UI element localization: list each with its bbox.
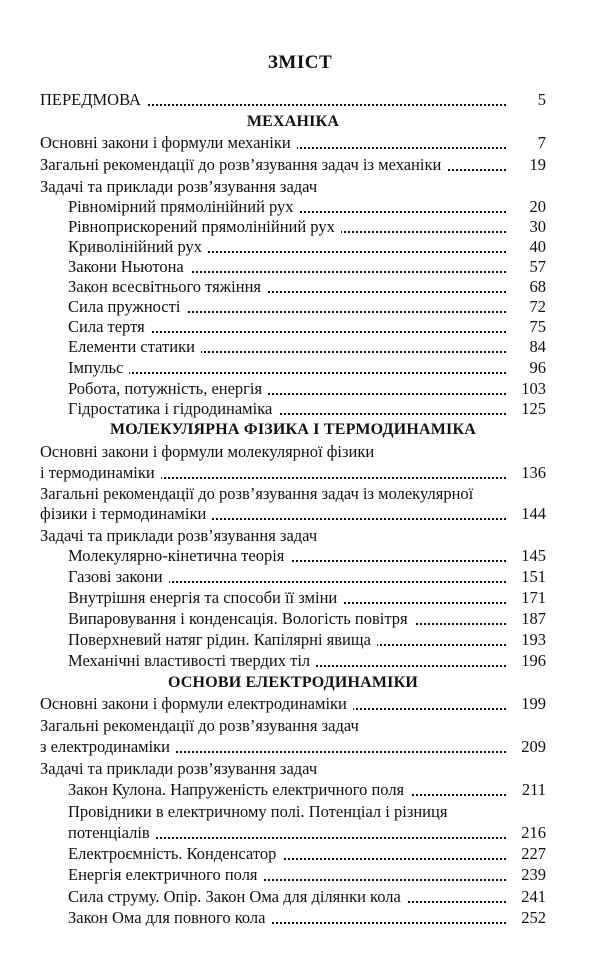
toc-entry-page: 125: [517, 398, 546, 420]
toc-entry-page: 171: [517, 587, 546, 609]
toc-entry-text: Криволінійний рух: [68, 237, 208, 256]
toc-entry-text: Рівноприскорений прямолінійний рух: [68, 217, 341, 236]
toc-entry-page: 72: [526, 296, 547, 318]
toc-entry-page: 7: [534, 132, 546, 154]
toc-entry-page: 227: [517, 843, 546, 865]
toc-entry: [68, 296, 546, 318]
toc-entry: [68, 608, 546, 630]
toc-entry: [40, 89, 546, 111]
toc-entry: [68, 216, 546, 238]
toc-entry: [68, 629, 546, 651]
toc-entry-text: Загальні рекомендації до розв’язування задач із механіки: [40, 155, 447, 174]
toc-entry: [40, 154, 546, 176]
toc-entry-text: Закон всесвітнього тяжіння: [68, 277, 267, 296]
toc-entry: [68, 587, 546, 609]
toc-entry-page: 187: [517, 608, 546, 630]
toc-entry-text: Випаровування і конденсація. Вологість повітря: [68, 609, 414, 628]
toc-entry-page: 144: [517, 503, 546, 525]
toc-entry-text: Сила струму. Опір. Закон Ома для ділянки кола: [68, 887, 407, 906]
toc-entry: [40, 441, 546, 463]
toc-entry: [40, 736, 546, 758]
toc-entry: [68, 650, 546, 672]
toc-entry-text: Поверхневий натяг рідин. Капілярні явища: [68, 630, 377, 649]
toc-entry-text: Елементи статики: [68, 337, 201, 356]
toc-entry: [40, 462, 546, 484]
toc-entry-text: Закон Кулона. Напруженість електричного поля: [68, 780, 410, 799]
toc-entry-text: Загальні рекомендації до розв’язування задач із молекулярної: [40, 484, 479, 503]
toc-entry: [40, 132, 546, 154]
section-heading: МОЛЕКУЛЯРНА ФІЗИКА І ТЕРМОДИНАМІКА: [109, 421, 477, 438]
toc-entry-page: 209: [517, 736, 546, 758]
toc-entry: [68, 357, 546, 379]
toc-entry: [40, 503, 546, 525]
toc-entry-text: Електроємність. Конденсатор: [68, 844, 282, 863]
toc-entry: [68, 236, 546, 258]
toc-entry-text: фізики і термодинаміки: [40, 504, 212, 523]
toc-entry-page: 241: [517, 886, 546, 908]
toc-entry-text: Основні закони і формули молекулярної фізики: [40, 442, 380, 461]
page-title: ЗМІСТ: [267, 52, 333, 73]
toc-entry-text: Задачі та приклади розв’язування задач: [40, 759, 323, 778]
toc-entry-text: Основні закони і формули електродинаміки: [40, 694, 353, 713]
toc-entry-page: 216: [517, 822, 546, 844]
section-heading: МЕХАНІКА: [246, 113, 340, 130]
dot-leader: [68, 372, 506, 374]
toc-entry: [68, 336, 546, 358]
toc-entry-text: Внутрішня енергія та способи її зміни: [68, 588, 343, 607]
toc-entry-text: ПЕРЕДМОВА: [40, 90, 147, 109]
toc-entry-text: Задачі та приклади розв’язування задач: [40, 177, 323, 196]
toc-entry: [68, 398, 546, 420]
toc-entry: [40, 176, 546, 198]
toc-entry: [68, 907, 546, 929]
toc-entry-text: Загальні рекомендації до розв’язування задач: [40, 716, 365, 735]
toc-entry: [40, 715, 546, 737]
toc-entry: [68, 822, 546, 844]
toc-entry-text: Механічні властивості твердих тіл: [68, 651, 316, 670]
toc-entry-text: Задачі та приклади розв’язування задач: [40, 526, 323, 545]
toc-entry-page: 68: [526, 276, 547, 298]
toc-entry-page: 75: [526, 316, 547, 338]
toc-entry-text: Газові закони: [68, 567, 169, 586]
toc-entry: [68, 779, 546, 801]
toc-entry: [40, 758, 546, 780]
toc-entry-page: 193: [517, 629, 546, 651]
toc-entry-page: 5: [534, 89, 546, 111]
toc-entry-page: 145: [517, 545, 546, 567]
toc-entry: [68, 378, 546, 400]
toc-entry-page: 57: [526, 256, 547, 278]
toc-entry-text: потенціалів: [68, 823, 156, 842]
toc-entry-text: Гідростатика і гідродинаміка: [68, 399, 278, 418]
toc-entry-text: Провідники в електричному полі. Потенціал і різниця: [68, 802, 453, 821]
toc-entry-text: Сила пружності: [68, 297, 186, 316]
toc-entry: [68, 196, 546, 218]
toc-entry: [68, 864, 546, 886]
toc-entry-text: Імпульс: [68, 358, 129, 377]
toc-entry-page: 19: [526, 154, 547, 176]
toc-entry-page: 239: [517, 864, 546, 886]
toc-entry-page: 30: [526, 216, 547, 238]
toc-entry: [68, 843, 546, 865]
toc-entry-text: Робота, потужність, енергія: [68, 379, 268, 398]
toc-entry-page: 96: [526, 357, 547, 379]
toc-entry: [68, 316, 546, 338]
toc-entry-text: Рівномірний прямолінійний рух: [68, 197, 300, 216]
toc-entry: [68, 256, 546, 278]
toc-entry-page: 252: [517, 907, 546, 929]
toc-entry-page: 40: [526, 236, 547, 258]
toc-entry-text: Основні закони і формули механіки: [40, 133, 297, 152]
toc-entry-text: Молекулярно-кінетична теорія: [68, 546, 290, 565]
toc-entry-page: 103: [517, 378, 546, 400]
toc-entry: [68, 566, 546, 588]
toc-entry-page: 84: [526, 336, 547, 358]
toc-entry-page: 136: [517, 462, 546, 484]
toc-entry-page: 151: [517, 566, 546, 588]
toc-entry-text: Енергія електричного поля: [68, 865, 264, 884]
toc-entry: [68, 545, 546, 567]
toc-entry-text: Сила тертя: [68, 317, 151, 336]
toc-entry-page: 211: [518, 779, 546, 801]
section-heading: ОСНОВИ ЕЛЕКТРОДИНАМІКИ: [167, 674, 419, 691]
toc-entry-text: і термодинаміки: [40, 463, 161, 482]
toc-entry: [40, 525, 546, 547]
toc-entry-text: з електродинаміки: [40, 737, 176, 756]
toc-entry: [68, 886, 546, 908]
toc-entry: [68, 276, 546, 298]
toc-entry: [68, 801, 546, 823]
toc-entry-text: Закон Ома для повного кола: [68, 908, 271, 927]
toc-entry-page: 196: [517, 650, 546, 672]
toc-entry-page: 199: [517, 693, 546, 715]
toc-entry: [40, 483, 546, 505]
toc-entry: [40, 693, 546, 715]
toc-entry-page: 20: [526, 196, 547, 218]
toc-entry-text: Закони Ньютона: [68, 257, 190, 276]
